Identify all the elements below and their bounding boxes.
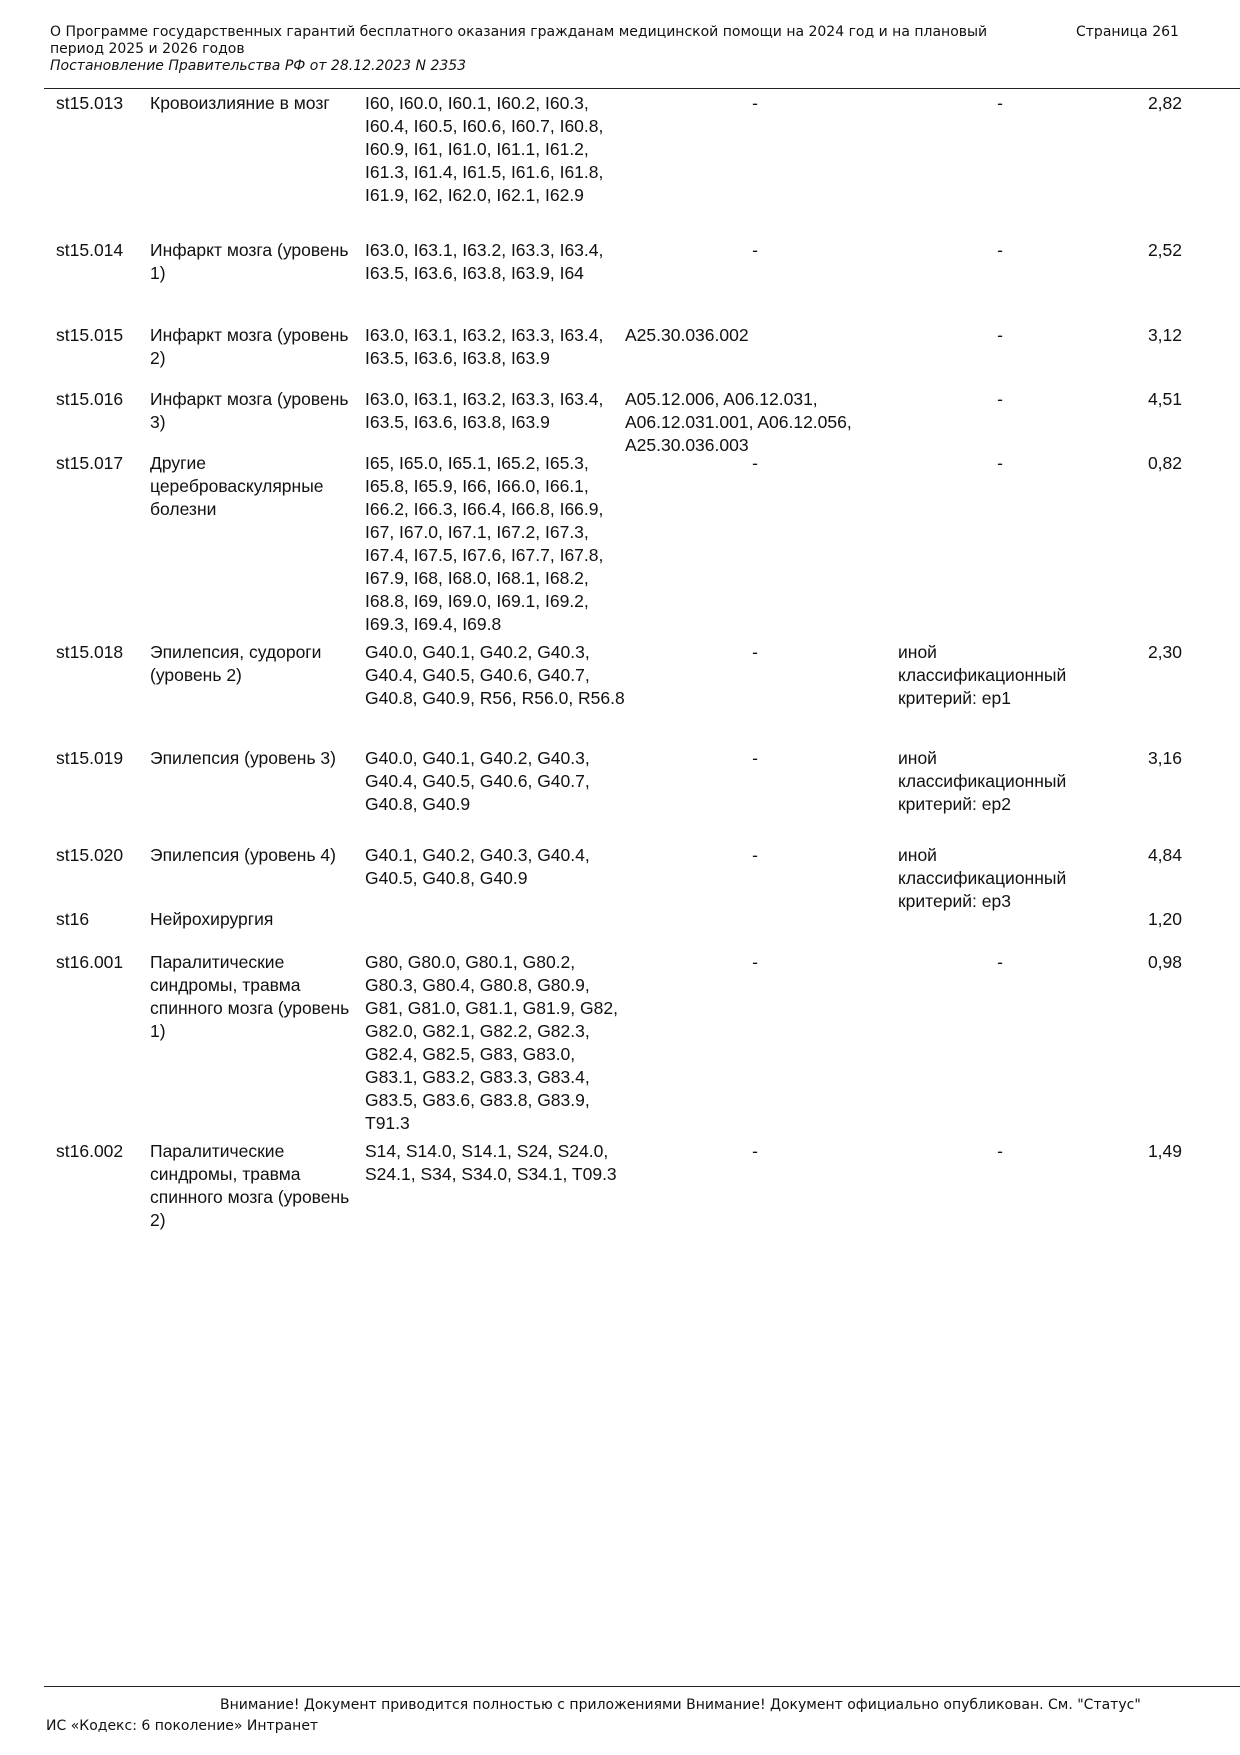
row-name: Паралитические синдромы, травма спинного мозга (уровень 2) (150, 1141, 350, 1230)
row-icd-codes: S14, S14.0, S14.1, S24, S24.0, S24.1, S34, S34.0, S34.1, T09.3 (365, 1141, 617, 1184)
row-criteria: - (997, 1141, 1003, 1161)
row-code: st15.013 (56, 93, 124, 113)
row-services: - (752, 845, 758, 865)
row-services: - (752, 642, 758, 662)
row-icd-codes: I63.0, I63.1, I63.2, I63.3, I63.4, I63.5, I63.6, I63.8, I63.9, I64 (365, 240, 604, 283)
row-name: Инфаркт мозга (уровень 3) (150, 389, 349, 432)
row-criteria: иной классификационный критерий: ep3 (898, 845, 1067, 911)
row-icd-codes: I65, I65.0, I65.1, I65.2, I65.3, I65.8, I65.9, I66, I66.0, I66.1, I66.2, I66.3, I66.4, I66.8, I66.9, I67, I67.0, I67.1, I67.2, I67.3, I67.4, I67.5, I67.6, I67.7, I67.8, I67.9, I68, I68.0, I68.1, I68.2, I68.8, I69, I69.0, I69.1, I69.2, I69.3, I69.4, I69.8 (365, 453, 604, 634)
row-code: st16.002 (56, 1141, 124, 1161)
row-code: st15.019 (56, 748, 124, 768)
table-row (0, 388, 1240, 455)
row-services: - (752, 93, 758, 113)
row-criteria: - (997, 240, 1003, 260)
row-criteria: - (997, 952, 1003, 972)
row-icd-codes: G40.1, G40.2, G40.3, G40.4, G40.5, G40.8, G40.9 (365, 845, 590, 888)
row-name: Эпилепсия (уровень 3) (150, 748, 336, 768)
row-name: Инфаркт мозга (уровень 1) (150, 240, 349, 283)
row-criteria: иной классификационный критерий: ep2 (898, 748, 1067, 814)
row-criteria: иной классификационный критерий: ep1 (898, 642, 1067, 708)
row-coefficient: 2,82 (1147, 93, 1182, 113)
table-row (0, 239, 1240, 324)
row-code: st16.001 (56, 952, 124, 972)
table-row (0, 747, 1240, 844)
table-row (0, 951, 1240, 1140)
row-name: Инфаркт мозга (уровень 2) (150, 325, 349, 368)
row-code: st15.014 (56, 240, 124, 260)
row-code: st15.020 (56, 845, 124, 865)
row-name: Кровоизлияние в мозг (150, 93, 330, 113)
row-services: - (752, 1141, 758, 1161)
row-criteria: - (997, 93, 1003, 113)
row-coefficient: 0,82 (1147, 453, 1182, 473)
footer-system: ИС «Кодекс: 6 поколение» Интранет (46, 1718, 319, 1734)
document-subtitle: Постановление Правительства РФ от 28.12.2023 N 2353 (50, 58, 467, 74)
table-row (0, 92, 1240, 239)
row-coefficient: 1,20 (1147, 909, 1182, 929)
row-name: Эпилепсия, судороги (уровень 2) (150, 642, 322, 685)
row-coefficient: 2,30 (1147, 642, 1182, 662)
row-coefficient: 0,98 (1147, 952, 1182, 972)
table-row (0, 1140, 1240, 1260)
footer-divider (44, 1686, 1240, 1687)
row-criteria: - (997, 453, 1003, 473)
row-icd-codes: G40.0, G40.1, G40.2, G40.3, G40.4, G40.5, G40.6, G40.7, G40.8, G40.9, R56, R56.0, R56.8 (365, 642, 625, 708)
row-code: st15.018 (56, 642, 124, 662)
row-services: - (752, 240, 758, 260)
table-row (0, 452, 1240, 641)
row-coefficient: 3,12 (1147, 325, 1182, 345)
page-number: Страница 261 (1076, 24, 1179, 40)
row-code: st16 (56, 909, 90, 929)
table-row (0, 908, 1240, 951)
row-icd-codes: G80, G80.0, G80.1, G80.2, G80.3, G80.4, G80.8, G80.9, G81, G81.0, G81.1, G81.9, G82, G82.0, G82.1, G82.2, G82.3, G82.4, G82.5, G83, G83.0, G83.1, G83.2, G83.3, G83.4, G83.5, G83.6, G83.8, G83.9, T91.3 (365, 952, 618, 1133)
row-services: A05.12.006, A06.12.031, A06.12.031.001, A06.12.056, A25.30.036.003 (625, 389, 852, 455)
header-divider (44, 88, 1240, 89)
row-services: - (752, 952, 758, 972)
table-row (0, 324, 1240, 388)
row-name: Паралитические синдромы, травма спинного мозга (уровень 1) (150, 952, 350, 1041)
document-title: О Программе государственных гарантий бесплатного оказания гражданам медицинской помощи на 2024 год и на плановый период 2025 и 2026 годов (50, 24, 988, 57)
table-row (0, 844, 1240, 911)
footer-notice: Внимание! Документ приводится полностью с приложениями Внимание! Документ официально опубликован. См. "Статус" (220, 1697, 1141, 1713)
row-services: - (752, 453, 758, 473)
row-name: Другие цереброваскулярные болезни (150, 453, 324, 519)
row-icd-codes: I63.0, I63.1, I63.2, I63.3, I63.4, I63.5, I63.6, I63.8, I63.9 (365, 389, 604, 432)
row-criteria: - (997, 325, 1003, 345)
row-icd-codes: I63.0, I63.1, I63.2, I63.3, I63.4, I63.5, I63.6, I63.8, I63.9 (365, 325, 604, 368)
row-name: Эпилепсия (уровень 4) (150, 845, 336, 865)
row-code: st15.017 (56, 453, 124, 473)
row-icd-codes: I60, I60.0, I60.1, I60.2, I60.3, I60.4, I60.5, I60.6, I60.7, I60.8, I60.9, I61, I61.0, I61.1, I61.2, I61.3, I61.4, I61.5, I61.6, I61.8, I61.9, I62, I62.0, I62.1, I62.9 (365, 93, 604, 205)
row-coefficient: 2,52 (1147, 240, 1182, 260)
row-coefficient: 1,49 (1147, 1141, 1182, 1161)
row-criteria: - (997, 389, 1003, 409)
row-code: st15.015 (56, 325, 124, 345)
tariff-table (0, 92, 1240, 1260)
row-name: Нейрохирургия (150, 909, 274, 929)
row-services: - (752, 748, 758, 768)
row-coefficient: 4,51 (1147, 389, 1182, 409)
row-icd-codes: G40.0, G40.1, G40.2, G40.3, G40.4, G40.5, G40.6, G40.7, G40.8, G40.9 (365, 748, 590, 814)
row-coefficient: 3,16 (1147, 748, 1182, 768)
row-services: A25.30.036.002 (625, 325, 749, 345)
table-row (0, 641, 1240, 747)
row-code: st15.016 (56, 389, 124, 409)
row-coefficient: 4,84 (1147, 845, 1182, 865)
